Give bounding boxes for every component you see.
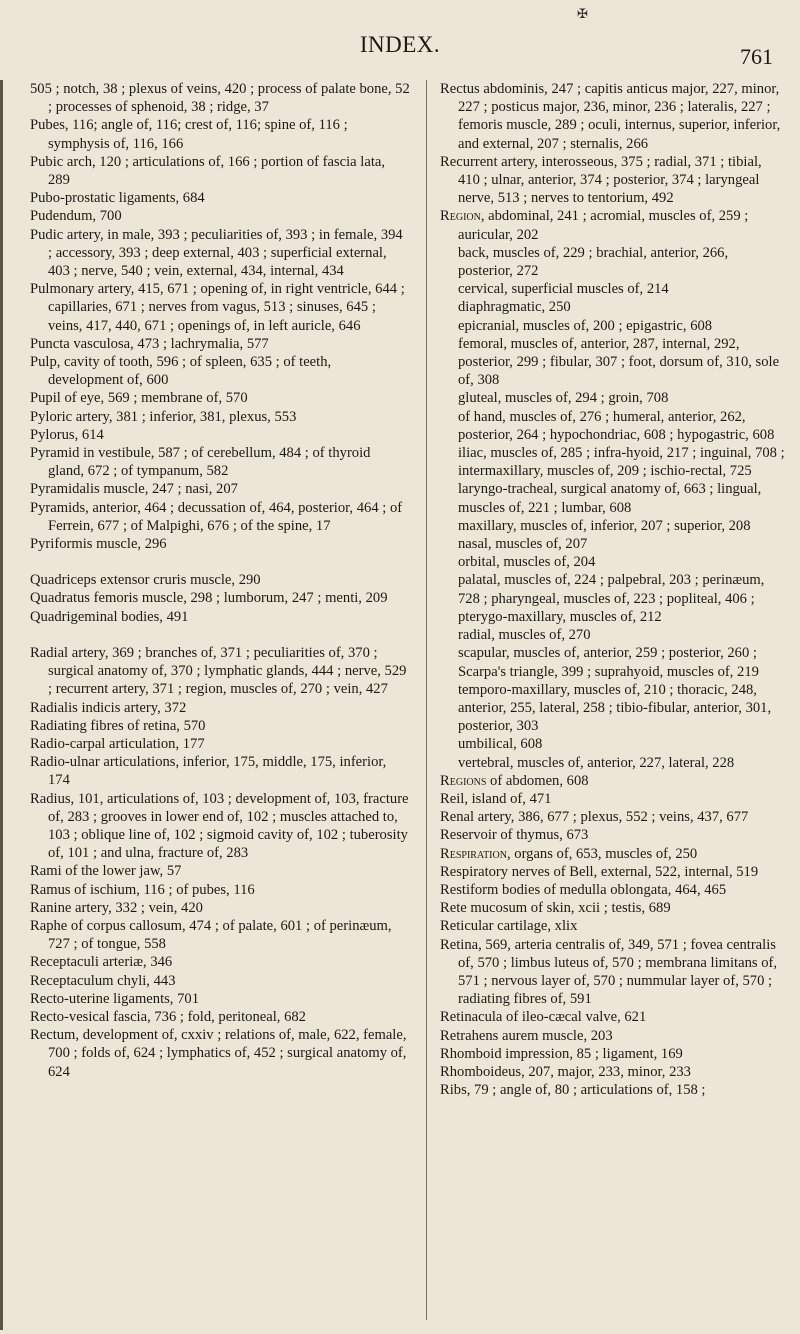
page-edge [0, 80, 3, 1330]
index-subentry: femoral, muscles of, anterior, 287, internal, 292, posterior, 299 ; fibular, 307 ; foot, dorsum of, 310, sole of, 308 [458, 335, 780, 389]
index-subentry: temporo-maxillary, muscles of, 210 ; thoracic, 248, anterior, 255, lateral, 258 ; tibio-fibular, anterior, 301, posterior, 303 [458, 681, 772, 735]
entry-text: Rami of the lower jaw, 57 [30, 863, 182, 880]
entry-text: Receptaculi arteriæ, 346 [30, 954, 173, 971]
entry-text: Recto-uterine ligaments, 701 [30, 990, 199, 1007]
index-entry [440, 80, 785, 153]
entry-text: Pyriformis muscle, 296 [30, 536, 167, 553]
index-entry [30, 917, 410, 953]
index-entry [30, 280, 410, 335]
index-subentry: epicranial, muscles of, 200 ; epigastric, 608 [458, 317, 713, 334]
entry-text: Pyloric artery, 381 ; inferior, 381, plexus, 553 [30, 408, 297, 425]
index-entry [440, 1027, 785, 1045]
entry-text: Rete mucosum of skin, xcii ; testis, 689 [440, 900, 671, 917]
entry-text: , organs of, 653, muscles of, 250 [506, 845, 698, 862]
index-subentry: orbital, muscles of, 204 [458, 554, 596, 571]
index-subentry: radial, muscles of, 270 [458, 627, 591, 644]
entry-text: Pyramid in vestibule, 587 ; of cerebellum, 484 ; of thyroid gland, 672 ; of tympanum, 582 [30, 445, 371, 480]
index-entry [440, 881, 785, 899]
index-entry [30, 571, 410, 589]
index-entry [30, 899, 410, 917]
letter-gap [30, 553, 410, 571]
index-entry [30, 881, 410, 899]
index-entry [30, 116, 410, 152]
entry-text: Pylorus, 614 [30, 426, 104, 443]
index-subentry: diaphragmatic, 250 [458, 299, 571, 316]
entry-text: Reticular cartilage, xlix [440, 918, 578, 935]
entry-text: Ranine artery, 332 ; vein, 420 [30, 899, 203, 916]
entry-text: Radiating fibres of retina, 570 [30, 717, 206, 734]
index-entry [30, 1008, 410, 1026]
left-column [30, 80, 410, 1081]
entry-text: Radio-carpal articulation, 177 [30, 735, 205, 752]
index-entry [440, 845, 785, 863]
index-entry [30, 735, 410, 753]
index-entry [30, 644, 410, 699]
index-entry [440, 917, 785, 935]
entry-text: Pyramids, anterior, 464 ; decussation of, 464, posterior, 464 ; of Ferrein, 677 ; of Malpighi, 676 ; of the spine, 17 [30, 499, 403, 534]
entry-text: Pubes, 116; angle of, 116; crest of, 116; spine of, 116 ; symphysis of, 116, 166 [30, 117, 348, 152]
index-entry [440, 790, 785, 808]
entry-text: Pubo-prostatic ligaments, 684 [30, 190, 205, 207]
entry-text: Rhomboid impression, 85 ; ligament, 169 [440, 1045, 683, 1062]
entry-text: Rectum, development of, cxxiv ; relations of, male, 622, female, 700 ; folds of, 624 ; lymphatics of, 452 ; surgical anatomy of, 624 [30, 1027, 407, 1080]
index-subentry: laryngo-tracheal, surgical anatomy of, 663 ; lingual, muscles of, 221 ; lumbar, 608 [458, 481, 762, 516]
index-subentry: cervical, superficial muscles of, 214 [458, 281, 669, 298]
index-entry [30, 699, 410, 717]
index-entry [30, 153, 410, 189]
entry-text: Respiratory nerves of Bell, external, 522, internal, 519 [440, 863, 759, 880]
index-entry [440, 1063, 785, 1081]
index-entry [30, 953, 410, 971]
index-entry [440, 1045, 785, 1063]
entry-heading: Region [440, 208, 481, 225]
entry-heading: Respiration [440, 845, 507, 862]
letter-gap [30, 626, 410, 644]
entry-text: Radial artery, 369 ; branches of, 371 ; peculiarities of, 370 ; surgical anatomy of, 370 ; lymphatic glands, 444 ; nerve, 529 ; recurrent artery, 371 ; region, muscles of, 270 ; vein, 427 [30, 644, 407, 698]
index-entry [30, 535, 410, 553]
index-entry [30, 480, 410, 498]
entry-text: Reservoir of thymus, 673 [440, 827, 589, 844]
index-entry [440, 936, 785, 1009]
entry-text: Ribs, 79 ; angle of, 80 ; articulations of, 158 ; [440, 1082, 706, 1099]
entry-text: Pulp, cavity of tooth, 596 ; of spleen, 635 ; of teeth, development of, 600 [30, 354, 332, 389]
index-entry [30, 717, 410, 735]
entry-text: Quadriceps extensor cruris muscle, 290 [30, 572, 261, 589]
entry-text: Raphe of corpus callosum, 474 ; of palate, 601 ; of perinæum, 727 ; of tongue, 558 [30, 917, 392, 953]
entry-text: Reil, island of, 471 [440, 790, 552, 807]
index-subentry: palatal, muscles of, 224 ; palpebral, 203 ; perinæum, 728 ; pharyngeal, muscles of, 223 ; popliteal, 406 ; pterygo-maxillary, muscles of, 212 [458, 572, 765, 625]
index-subentry: maxillary, muscles of, inferior, 207 ; superior, 208 [458, 517, 751, 534]
index-entry [440, 153, 785, 208]
index-entry [30, 753, 410, 789]
index-entry [30, 80, 410, 116]
index-entry [440, 207, 785, 243]
entry-text: 505 ; notch, 38 ; plexus of veins, 420 ; process of palate bone, 52 ; processes of sphenoid, 38 ; ridge, 37 [30, 81, 410, 116]
index-entry [30, 408, 410, 426]
entry-text: Radius, 101, articulations of, 103 ; development of, 103, fracture of, 283 ; grooves in lower end of, 102 ; muscles attached to, 103 ; oblique line of, 102 ; sigmoid cavity of, 102 ; tuberosity of, 101 ; and ulna, fracture of, 283 [30, 790, 409, 862]
index-subentry: vertebral, muscles of, anterior, 227, lateral, 228 [458, 754, 735, 771]
index-entry [30, 207, 410, 225]
index-entry [440, 772, 785, 790]
entry-text: Quadrigeminal bodies, 491 [30, 608, 189, 625]
index-subentry: umbilical, 608 [458, 736, 543, 753]
entry-text: Receptaculum chyli, 443 [30, 972, 176, 989]
index-entry [440, 1008, 785, 1026]
index-subentry: back, muscles of, 229 ; brachial, anterior, 266, posterior, 272 [458, 244, 729, 280]
index-entry [440, 826, 785, 844]
entry-text: Ramus of ischium, 116 ; of pubes, 116 [30, 881, 255, 898]
index-entry [30, 790, 410, 863]
entry-text: Pyramidalis muscle, 247 ; nasi, 207 [30, 481, 238, 498]
page-title: INDEX. [359, 32, 441, 57]
index-subentry: scapular, muscles of, anterior, 259 ; posterior, 260 ; Scarpa's triangle, 399 ; suprahyoid, muscles of, 219 [458, 645, 759, 680]
entry-text: Pubic arch, 120 ; articulations of, 166 ; portion of fascia lata, 289 [30, 153, 386, 189]
index-entry [440, 863, 785, 881]
index-entry [30, 1026, 410, 1081]
entry-text: Pudendum, 700 [30, 208, 122, 225]
index-entry [30, 189, 410, 207]
index-entry [30, 335, 410, 353]
index-entry [30, 608, 410, 626]
index-entry [30, 426, 410, 444]
index-entry [30, 990, 410, 1008]
index-subentry: gluteal, muscles of, 294 ; groin, 708 [458, 390, 669, 407]
column-rule [426, 80, 427, 1320]
entry-text: Radialis indicis artery, 372 [30, 699, 187, 716]
entry-text: of abdomen, 608 [486, 772, 589, 789]
entry-text: Restiform bodies of medulla oblongata, 464, 465 [440, 881, 727, 898]
stray-mark: ✠ [577, 6, 588, 21]
entry-text: Pulmonary artery, 415, 671 ; opening of, in right ventricle, 644 ; capillaries, 671 ; nerves from vagus, 513 ; sinuses, 645 ; veins, 417, 440, 671 ; openings of, in left auricle, 646 [30, 281, 405, 334]
index-entry [440, 1081, 785, 1099]
index-entry [30, 499, 410, 535]
index-subentry: nasal, muscles of, 207 [458, 536, 588, 553]
index-subentry: of hand, muscles of, 276 ; humeral, anterior, 262, posterior, 264 ; hypochondriac, 608 ; hypogastric, 608 [458, 408, 775, 443]
index-subentry: iliac, muscles of, 285 ; infra-hyoid, 217 ; inguinal, 708 ; intermaxillary, muscles of, 209 ; ischio-rectal, 725 [458, 445, 785, 480]
index-entry [30, 589, 410, 607]
index-entry [30, 226, 410, 281]
entry-heading: Regions [440, 772, 487, 789]
entry-text: Retina, 569, arteria centralis of, 349, 571 ; fovea centralis of, 570 ; limbus luteus of, 570 ; membrana limitans of, 571 ; nervous layer of, 570 ; nummular layer of, 570 ; radiating fibres of, 591 [440, 936, 777, 1008]
running-head [0, 18, 800, 69]
index-entry [30, 389, 410, 407]
entry-text: Recurrent artery, interosseous, 375 ; radial, 371 ; tibial, 410 ; ulnar, anterior, 374 ; posterior, 374 ; laryngeal nerve, 513 ; nerves to tentorium, 492 [440, 153, 762, 207]
index-entry [30, 972, 410, 990]
right-column [440, 80, 785, 1099]
entry-text: Pudic artery, in male, 393 ; peculiarities of, 393 ; in female, 394 ; accessory, 393 ; deep external, 403 ; superficial external, 403 ; nerve, 540 ; vein, external, 434, internal, 434 [30, 226, 403, 280]
index-entry [30, 862, 410, 880]
index-entry [440, 899, 785, 917]
entry-text: Puncta vasculosa, 473 ; lachrymalia, 577 [30, 335, 269, 352]
index-entry [30, 353, 410, 389]
entry-text: Radio-ulnar articulations, inferior, 175, middle, 175, inferior, 174 [30, 754, 387, 789]
index-entry [440, 808, 785, 826]
entry-text: Retinacula of ileo-cæcal valve, 621 [440, 1009, 647, 1026]
entry-text: Retrahens aurem muscle, 203 [440, 1027, 613, 1044]
entry-text: , abdominal, 241 ; acromial, muscles of, 259 ; auricular, 202 [458, 208, 749, 243]
index-entry [30, 444, 410, 480]
entry-text: Rhomboideus, 207, major, 233, minor, 233 [440, 1063, 691, 1080]
entry-text: Quadratus femoris muscle, 298 ; lumborum, 247 ; menti, 209 [30, 590, 388, 607]
entry-text: Rectus abdominis, 247 ; capitis anticus major, 227, minor, 227 ; posticus major, 236, minor, 236 ; lateralis, 227 ; femoris muscle, 289 ; oculi, internus, superior, inferior, and external, 207 ; sternalis, 266 [440, 81, 781, 152]
entry-text: Recto-vesical fascia, 736 ; fold, peritoneal, 682 [30, 1008, 306, 1025]
entry-text: Pupil of eye, 569 ; membrane of, 570 [30, 390, 248, 407]
entry-text: Renal artery, 386, 677 ; plexus, 552 ; veins, 437, 677 [440, 809, 749, 826]
page-number: 761 [740, 44, 773, 69]
